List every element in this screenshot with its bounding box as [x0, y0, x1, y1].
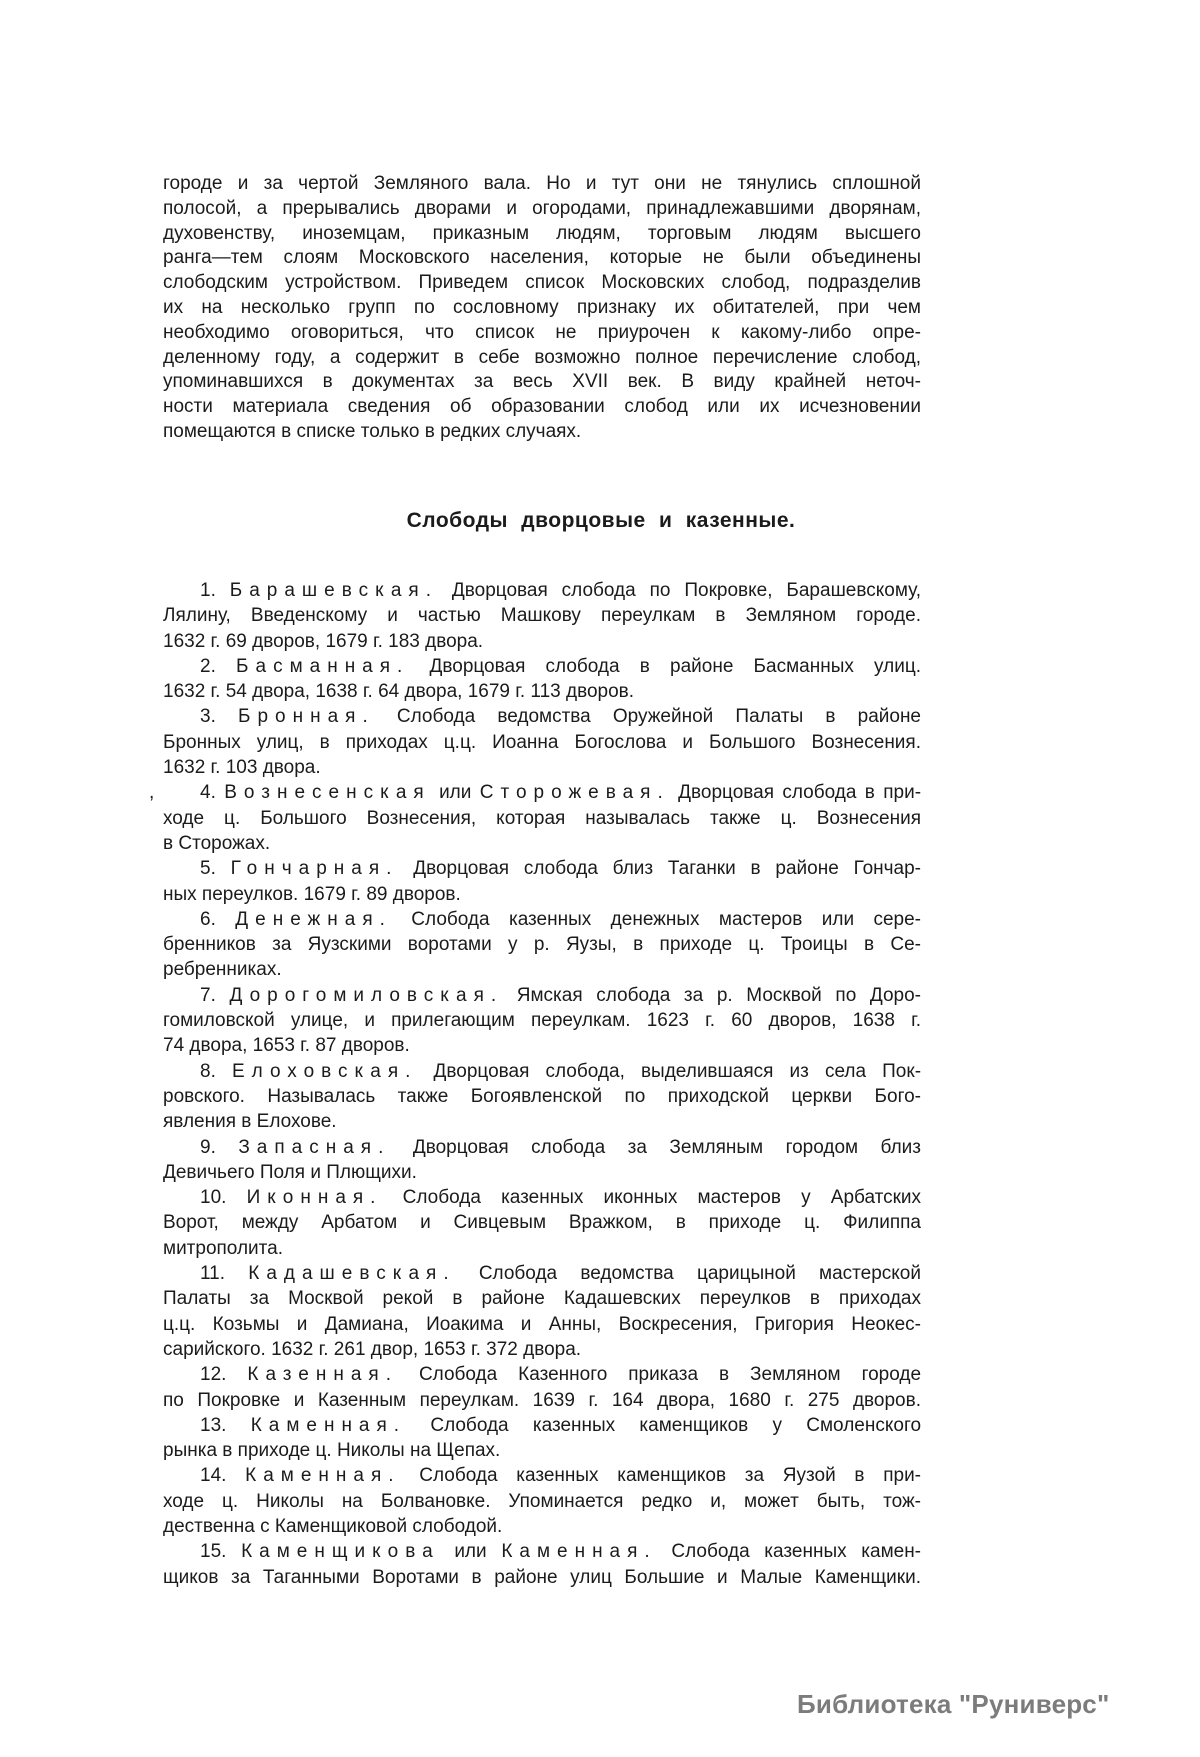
sloboda-name-alt: Каменная.: [501, 1541, 657, 1563]
list-item-first-line: [163, 856, 921, 881]
list-item-first-line: [163, 704, 921, 729]
list-item-line: ц.ц. Козьмы и Дамиана, Иоакима и Анны, Воскресения, Григория Неокес-: [163, 1313, 921, 1335]
list-item-line: митрополита.: [163, 1237, 283, 1259]
section-heading: Слободы дворцовые и казенные.: [406, 509, 796, 532]
item-number: 6.: [200, 908, 216, 930]
item-text: Слобода Казенного приказа в Земляном городе: [418, 1364, 922, 1386]
sloboda-name: Казенная.: [247, 1364, 398, 1386]
list-item-line: дественна с Каменщиковой слободой.: [163, 1515, 503, 1537]
intro-line: духовенству, иноземцам, приказным людям, торговым людям высшего: [163, 222, 921, 244]
list-item-line: ных переулков. 1679 г. 89 дворов.: [163, 883, 461, 905]
item-number: 3.: [200, 706, 216, 728]
sloboda-name: Дорогомиловская.: [229, 984, 504, 1006]
item-text: Слобода казенных каменщиков за Яузой в при-: [419, 1465, 922, 1487]
sloboda-name: Запасная.: [238, 1136, 391, 1158]
intro-line: ности материала сведения об образовании слобод или их исчезновении: [163, 396, 921, 418]
item-text: Слобода казенных иконных мастеров у Арбатских: [402, 1187, 922, 1209]
intro-line: слободским устройством. Приведем список Московских слобод, подразделив: [163, 272, 921, 294]
sloboda-name: Бронная.: [238, 706, 375, 728]
list-item-line: Девичьего Поля и Плющихи.: [163, 1161, 417, 1183]
list-item-first-line: [163, 1135, 921, 1160]
list-item-first-line: [163, 1261, 921, 1286]
sloboda-name-alt: Сторожевая.: [479, 782, 670, 804]
item-text: Дворцовая слобода по Покровке, Барашевскому,: [451, 580, 922, 601]
item-number: 4.: [200, 782, 216, 804]
list-item-line: явления в Елохове.: [163, 1111, 337, 1133]
list-item-line: 1632 г. 69 дворов, 1679 г. 183 двора.: [163, 630, 484, 652]
list-item-line: ровского. Называлась также Богоявленской по приходской церкви Бого-: [163, 1085, 921, 1107]
list-item-line: 1632 г. 54 двора, 1638 г. 64 двора, 1679 г. 113 дворов.: [163, 681, 635, 703]
item-number: 15.: [200, 1541, 227, 1563]
sloboda-name: Каменная.: [250, 1414, 407, 1436]
item-text: Слобода казенных камен-: [671, 1541, 922, 1563]
list-item-line: Палаты за Москвой рекой в районе Кадашевских переулков в приходах: [163, 1288, 921, 1310]
item-text: Ямская слобода за р. Москвой по Доро-: [516, 984, 921, 1006]
list-item-line: Ворот, между Арбатом и Сивцевым Вражком, в приходе ц. Филиппа: [163, 1212, 921, 1234]
item-number: 10.: [200, 1187, 227, 1209]
intro-line: полосой, а прерывались дворами и огородами, принадлежавшими дворянам,: [163, 197, 921, 219]
item-text: Дворцовая слобода близ Таганки в районе Гончар-: [413, 858, 922, 880]
list-item-first-line: [163, 654, 921, 679]
sloboda-name: Каменная.: [245, 1465, 401, 1487]
item-text: Слобода ведомства царицыной мастерской: [478, 1263, 921, 1285]
item-text: Дворцовая слобода, выделившаяся из села Пок-: [433, 1060, 922, 1082]
list-item-first-line: [163, 1185, 921, 1210]
list-item-line: щиков за Таганными Воротами в районе улиц Большие и Малые Каменщики.: [163, 1566, 921, 1588]
sloboda-name: Басманная.: [236, 655, 410, 677]
intro-line: необходимо оговориться, что список не приурочен к какому-либо опре-: [163, 321, 921, 343]
sloboda-name: Иконная.: [246, 1187, 383, 1209]
item-number: 5.: [200, 858, 216, 880]
sloboda-name: Денежная.: [235, 908, 392, 930]
list-item-first-line: [149, 780, 922, 805]
sloboda-list: [149, 578, 922, 1590]
sloboda-name: Барашевская.: [229, 580, 438, 601]
sloboda-name: Елоховская.: [231, 1060, 418, 1082]
list-item-first-line: [163, 1539, 921, 1564]
list-item-line: в Сторожах.: [163, 832, 271, 854]
intro-paragraph: [163, 172, 921, 445]
intro-line: деленному году, а содержит в себе возможно полное перечисление слобод,: [163, 346, 921, 368]
item-text: Дворцовая слобода в районе Басманных улиц.: [429, 655, 921, 677]
item-number: 13.: [200, 1414, 227, 1436]
intro-line: ранга—тем слоям Московского населения, которые не были объединены: [163, 247, 921, 269]
intro-line: их на несколько групп по сословному признаку их обитателей, при чем: [163, 296, 921, 318]
item-number: 11.: [200, 1263, 226, 1285]
margin-artifact: ,: [149, 782, 155, 804]
list-item-first-line: [163, 578, 921, 603]
item-number: 12.: [200, 1364, 227, 1386]
list-item-first-line: [163, 907, 921, 932]
item-number: 7.: [200, 984, 216, 1006]
intro-line: помещаются в списке только в редких случаях.: [163, 420, 582, 442]
name-connector: или: [439, 782, 472, 804]
item-number: 9.: [200, 1136, 216, 1158]
list-item-first-line: [163, 1413, 921, 1438]
item-text: Дворцовая слобода за Земляным городом близ: [412, 1136, 921, 1158]
sloboda-name: Кадашевская.: [248, 1263, 456, 1285]
list-item-first-line: [163, 983, 921, 1008]
list-item-line: ходе ц. Николы на Болвановке. Упоминается редко и, может быть, тож-: [163, 1490, 921, 1512]
intro-line: упоминавшихся в документах за весь XVII век. В виду крайней неточ-: [163, 371, 921, 393]
item-number: 8.: [200, 1060, 216, 1082]
list-item-line: ходе ц. Большого Вознесения, которая называлась также ц. Вознесения: [163, 807, 921, 829]
list-item-line: сарийского. 1632 г. 261 двор, 1653 г. 372 двора.: [163, 1338, 582, 1360]
item-number: 1.: [200, 580, 216, 601]
list-item-first-line: [163, 1059, 921, 1084]
item-text: Дворцовая слобода в при-: [678, 782, 922, 804]
list-item-line: 74 двора, 1653 г. 87 дворов.: [163, 1035, 410, 1057]
list-item-line: бренников за Яузскими воротами у р. Яузы, в приходе ц. Троицы в Се-: [163, 934, 921, 956]
list-item-line: Бронных улиц, в приходах ц.ц. Иоанна Богослова и Большого Вознесения.: [163, 731, 921, 753]
list-item-line: по Покровке и Казенным переулкам. 1639 г. 164 двора, 1680 г. 275 дворов.: [163, 1389, 921, 1411]
library-watermark: Библиотека "Руниверс": [797, 1689, 1110, 1719]
list-item-first-line: [163, 1362, 921, 1387]
item-text: Слобода казенных каменщиков у Смоленского: [430, 1414, 922, 1436]
sloboda-name: Вознесенская: [224, 782, 431, 804]
list-item-line: гомиловской улице, и прилегающим переулкам. 1623 г. 60 дворов, 1638 г.: [163, 1010, 921, 1032]
sloboda-name: Каменщикова: [241, 1541, 440, 1563]
item-number: 2.: [200, 655, 216, 677]
item-text: Слобода казенных денежных мастеров или сере-: [411, 908, 921, 930]
list-item-line: ребренниках.: [163, 959, 282, 981]
name-connector: или: [454, 1541, 487, 1563]
list-item-line: рынка в приходе ц. Николы на Щепах.: [163, 1440, 501, 1462]
list-item-first-line: [163, 1463, 921, 1488]
sloboda-name: Гончарная.: [230, 858, 399, 880]
intro-line: городе и за чертой Земляного вала. Но и тут они не тянулись сплошной: [163, 173, 921, 194]
list-item-line: 1632 г. 103 двора.: [163, 757, 321, 779]
list-item-line: Лялину, Введенскому и частью Машкову переулкам в Земляном городе.: [163, 605, 921, 627]
item-text: Слобода ведомства Оружейной Палаты в районе: [396, 706, 922, 728]
item-number: 14.: [200, 1465, 227, 1487]
